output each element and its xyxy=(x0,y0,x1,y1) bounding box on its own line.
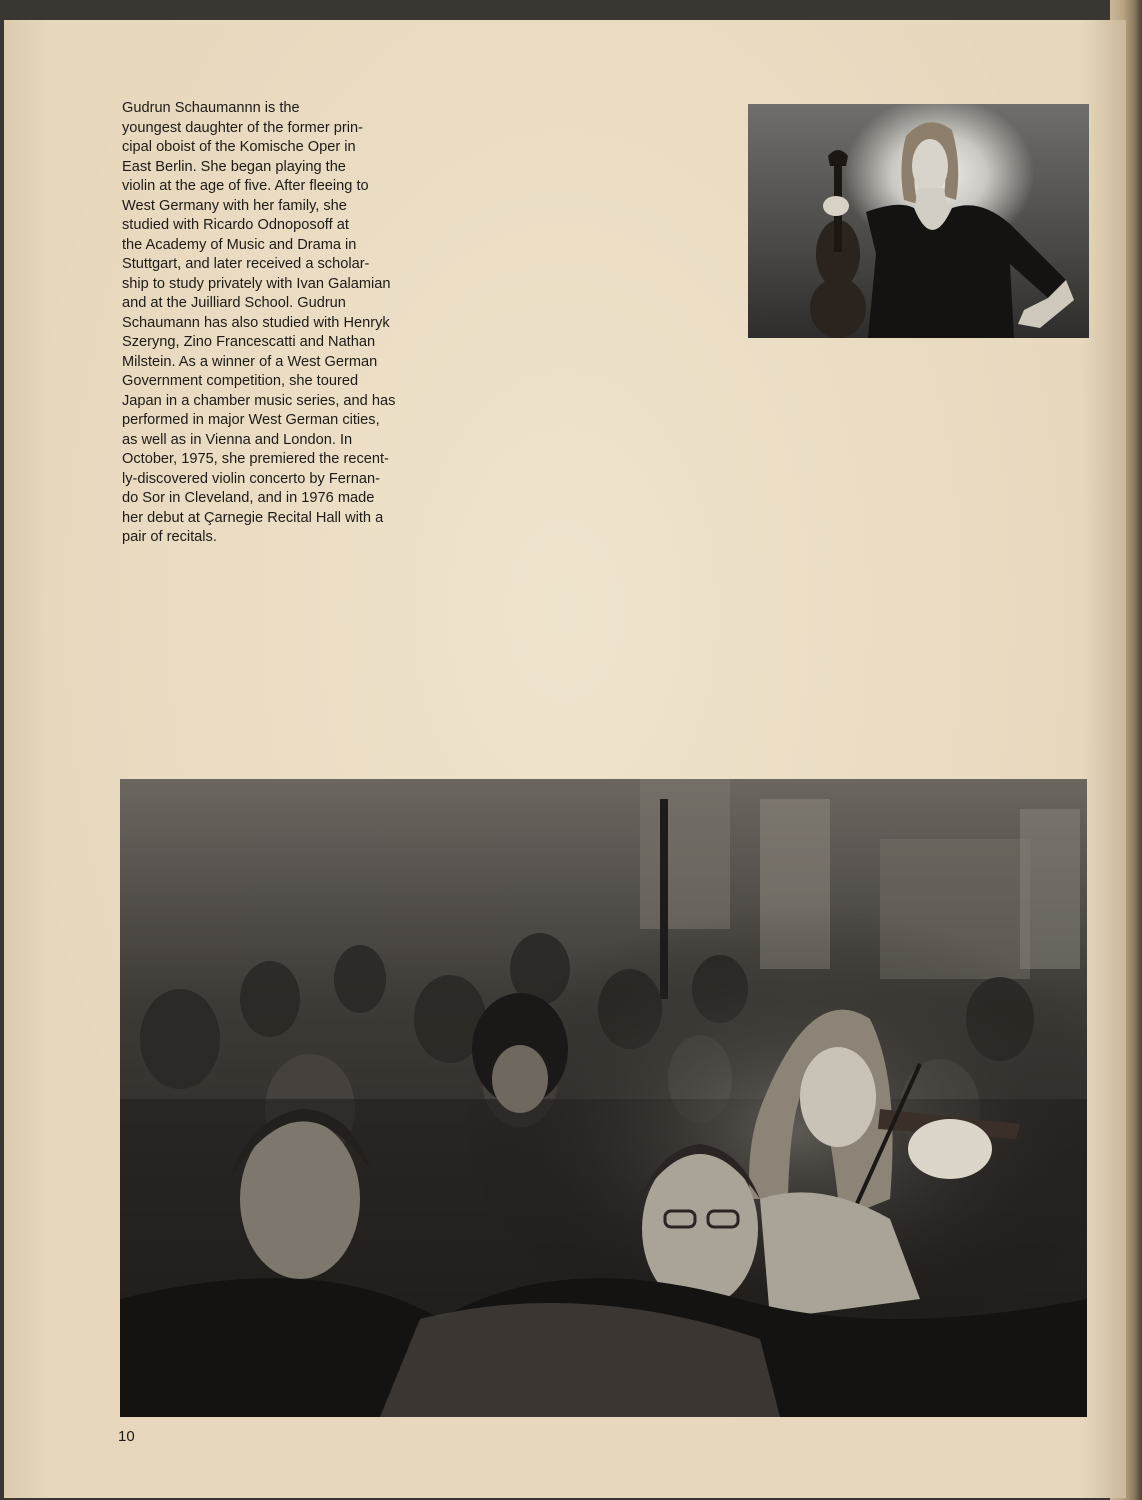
portrait-photo xyxy=(748,104,1089,338)
portrait-violinist-illustration xyxy=(748,104,1089,338)
page-number: 10 xyxy=(118,1428,135,1445)
street-violinist-illustration xyxy=(120,779,1087,1417)
biography-text: Gudrun Schaumannn is the youngest daughter of the former prin- cipal oboist of the Komische Oper in East Berlin. She began playing the violin at the age of five. After fleeing to West Germany with her family, she studied with Ricardo Odnoposoff at the Academy of Music and Drama in Stuttgart, and later received a scholar- ship to study privately with Ivan Galamian and at the Juilliard School. Gudrun Schaumann has also studied with Henryk Szeryng, Zino Francescatti and Nathan Milstein. As a winner of a West German Government competition, she toured Japan in a chamber music series, and has performed in major West German cities, as well as in Vienna and London. In October, 1975, she premiered the recent- ly-discovered violin concerto by Fernan- do Sor in Cleveland, and in 1976 made her debut at Çarnegie Recital Hall with a pair of recitals. xyxy=(122,100,396,545)
street-crowd-photo xyxy=(120,779,1087,1417)
